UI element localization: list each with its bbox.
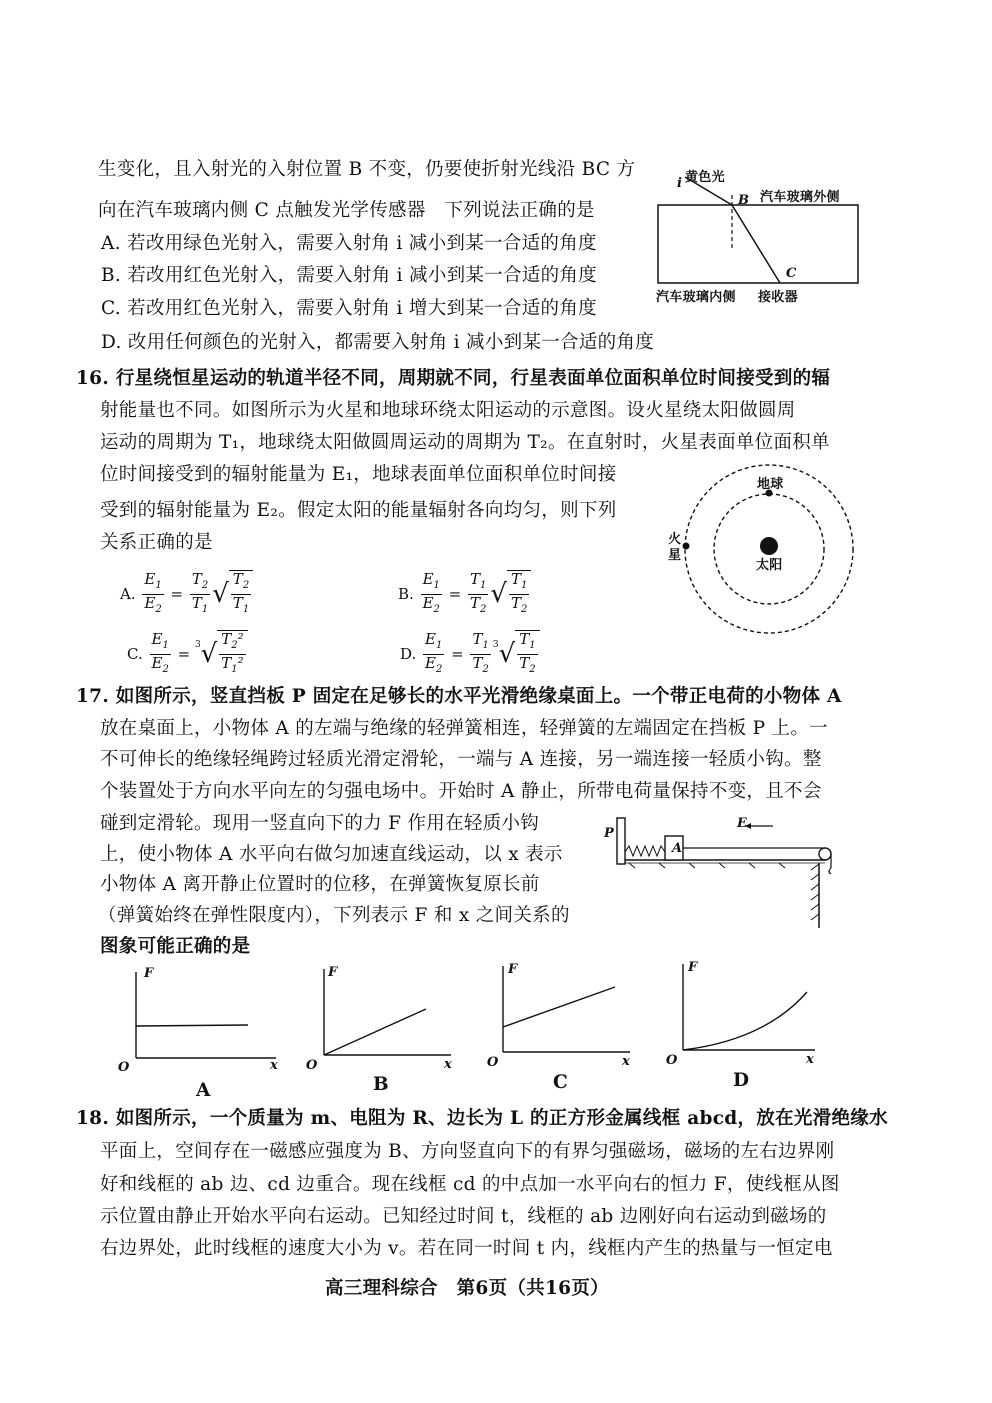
q15-yellow-light-label: 黄色光 xyxy=(685,170,725,185)
q17-graph-b-caption: B xyxy=(373,1074,389,1095)
q15-option-a: A. 若改用绿色光射入，需要入射角 i 减小到某一合适的角度 xyxy=(101,233,597,254)
q16-option-b-label: B. xyxy=(398,585,414,603)
q17-graph-a-origin: O xyxy=(118,1060,130,1075)
q17-graph-c xyxy=(495,962,655,1072)
q17-graph-a-x: x xyxy=(270,1058,279,1073)
q17-line-9: 图象可能正确的是 xyxy=(100,936,251,957)
q16-line-1: 16. 行星绕恒星运动的轨道半径不同，周期就不同，行星表面单位面积单位时间接受到的辐 xyxy=(76,368,831,389)
q15-glass-figure xyxy=(650,165,870,305)
q16-sun-label: 太阳 xyxy=(756,558,783,573)
q17-graph-c-x: x xyxy=(622,1054,631,1069)
q17-graph-c-caption: C xyxy=(553,1072,569,1093)
q16-line-6: 关系正确的是 xyxy=(100,532,213,553)
q16-option-c: C. $\frac{E_1}{E_2}$ = 3 √ $T_2^2$ $T_1^2$ xyxy=(127,630,248,678)
q17-line-8: （弹簧始终在弹性限度内），下列表示 F 和 x 之间关系的 xyxy=(98,905,570,926)
q17-graph-d-origin: O xyxy=(666,1053,678,1068)
q17-e-label: E xyxy=(737,816,748,831)
q15-receiver-label: 接收器 xyxy=(758,290,798,305)
q17-graph-c-origin: O xyxy=(487,1055,499,1070)
q17-apparatus-figure xyxy=(605,810,845,930)
q17-line-3: 不可伸长的绝缘轻绳跨过轻质光滑定滑轮，一端与 A 连接，另一端连接一轻质小钩。整 xyxy=(100,749,822,770)
q18-line-2: 平面上，空间存在一磁感应强度为 B、方向竖直向下的有界匀强磁场，磁场的左右边界刚 xyxy=(100,1141,835,1162)
q15-option-b: B. 若改用红色光射入，需要入射角 i 减小到某一合适的角度 xyxy=(101,265,598,286)
q16-option-b: B. $\frac{E_1}{E_2}$ = $\frac{T_1}{T_2}$ √ $T_1$ $T_2$ xyxy=(398,570,531,618)
q17-graph-d-y: F xyxy=(688,960,698,975)
q16-line-5: 受到的辐射能量为 E₂。假定太阳的能量辐射各向均匀，则下列 xyxy=(100,500,617,521)
q16-option-a: A. $\frac{E_1}{E_2}$ = $\frac{T_2}{T_1}$ √ $T_2$ $T_1$ xyxy=(120,570,253,618)
q16-earth-label: 地球 xyxy=(757,477,784,492)
q15-c-label: C xyxy=(786,266,797,281)
q17-graph-d-x: x xyxy=(806,1052,815,1067)
q17-graph-b-origin: O xyxy=(306,1058,318,1073)
q18-line-3: 好和线框的 ab 边、cd 边重合。现在线框 cd 的中点加一水平向右的恒力 F，使线框从图 xyxy=(100,1174,840,1195)
q17-p-label: P xyxy=(604,826,615,841)
q16-option-d: D. $\frac{E_1}{E_2}$ = $\frac{T_1}{T_2}$ 3 √ $T_1$ $T_2$ xyxy=(400,630,540,678)
q16-line-2: 射能量也不同。如图所示为火星和地球环绕太阳运动的示意图。设火星绕太阳做圆周 xyxy=(100,400,796,421)
q17-graph-d-caption: D xyxy=(733,1070,750,1091)
q16-option-c-label: C. xyxy=(127,645,143,663)
q17-graph-b-y: F xyxy=(328,965,338,980)
q17-a-label: A xyxy=(672,841,683,856)
q16-mars-label: 火星 xyxy=(668,532,682,563)
q17-line-7: 小物体 A 离开静止位置时的位移，在弹簧恢复原长前 xyxy=(100,874,540,895)
q15-line-2: 向在汽车玻璃内侧 C 点触发光学传感器 下列说法正确的是 xyxy=(98,200,595,221)
q15-line-1: 生变化，且入射光的入射位置 B 不变，仍要使折射光线沿 BC 方 xyxy=(98,159,636,180)
q17-graph-a-y: F xyxy=(144,966,154,981)
q18-line-1: 18. 如图所示，一个质量为 m、电阻为 R、边长为 L 的正方形金属线框 abcd，放在光滑绝缘水 xyxy=(76,1108,888,1129)
q17-graph-c-y: F xyxy=(508,962,518,977)
q17-graph-b-x: x xyxy=(444,1057,453,1072)
q16-line-3: 运动的周期为 T₁，地球绕太阳做圆周运动的周期为 T₂。在直射时，火星表面单位面积单 xyxy=(100,432,830,453)
q15-option-c: C. 若改用红色光射入，需要入射角 i 增大到某一合适的角度 xyxy=(101,298,597,319)
q17-graph-a-caption: A xyxy=(196,1080,211,1101)
q17-line-2: 放在桌面上，小物体 A 的左端与绝缘的轻弹簧相连，轻弹簧的左端固定在挡板 P 上。一 xyxy=(100,718,828,739)
q15-outer-side-label: 汽车玻璃外侧 xyxy=(760,190,840,205)
q17-line-1: 17. 如图所示，竖直挡板 P 固定在足够长的水平光滑绝缘桌面上。一个带正电荷的小物体 A xyxy=(76,686,842,707)
q15-option-d: D. 改用任何颜色的光射入，都需要入射角 i 减小到某一合适的角度 xyxy=(101,332,655,353)
q15-b-label: B xyxy=(738,193,750,208)
q17-line-5: 碰到定滑轮。现用一竖直向下的力 F 作用在轻质小钩 xyxy=(100,813,540,834)
q17-graph-a xyxy=(128,968,288,1078)
q16-option-a-label: A. xyxy=(120,585,136,603)
q15-i-label: i xyxy=(677,176,683,191)
q17-line-6: 上，使小物体 A 水平向右做匀加速直线运动，以 x 表示 xyxy=(100,844,563,865)
q18-line-5: 右边界处，此时线框的速度大小为 v。若在同一时间 t 内，线框内产生的热量与一恒定电 xyxy=(100,1238,833,1259)
q15-inner-side-label: 汽车玻璃内侧 xyxy=(656,290,736,305)
q18-line-4: 示位置由静止开始水平向右运动。已知经过时间 t，线框的 ab 边刚好向右运动到磁场的 xyxy=(100,1206,827,1227)
page-footer: 高三理科综合 第6页（共16页） xyxy=(325,1278,609,1299)
q17-line-4: 个装置处于方向水平向左的匀强电场中。开始时 A 静止，所带电荷量保持不变，且不会 xyxy=(100,781,822,802)
q16-option-d-label: D. xyxy=(400,645,417,663)
q16-line-4: 位时间接受到的辐射能量为 E₁，地球表面单位面积单位时间接 xyxy=(100,464,617,485)
